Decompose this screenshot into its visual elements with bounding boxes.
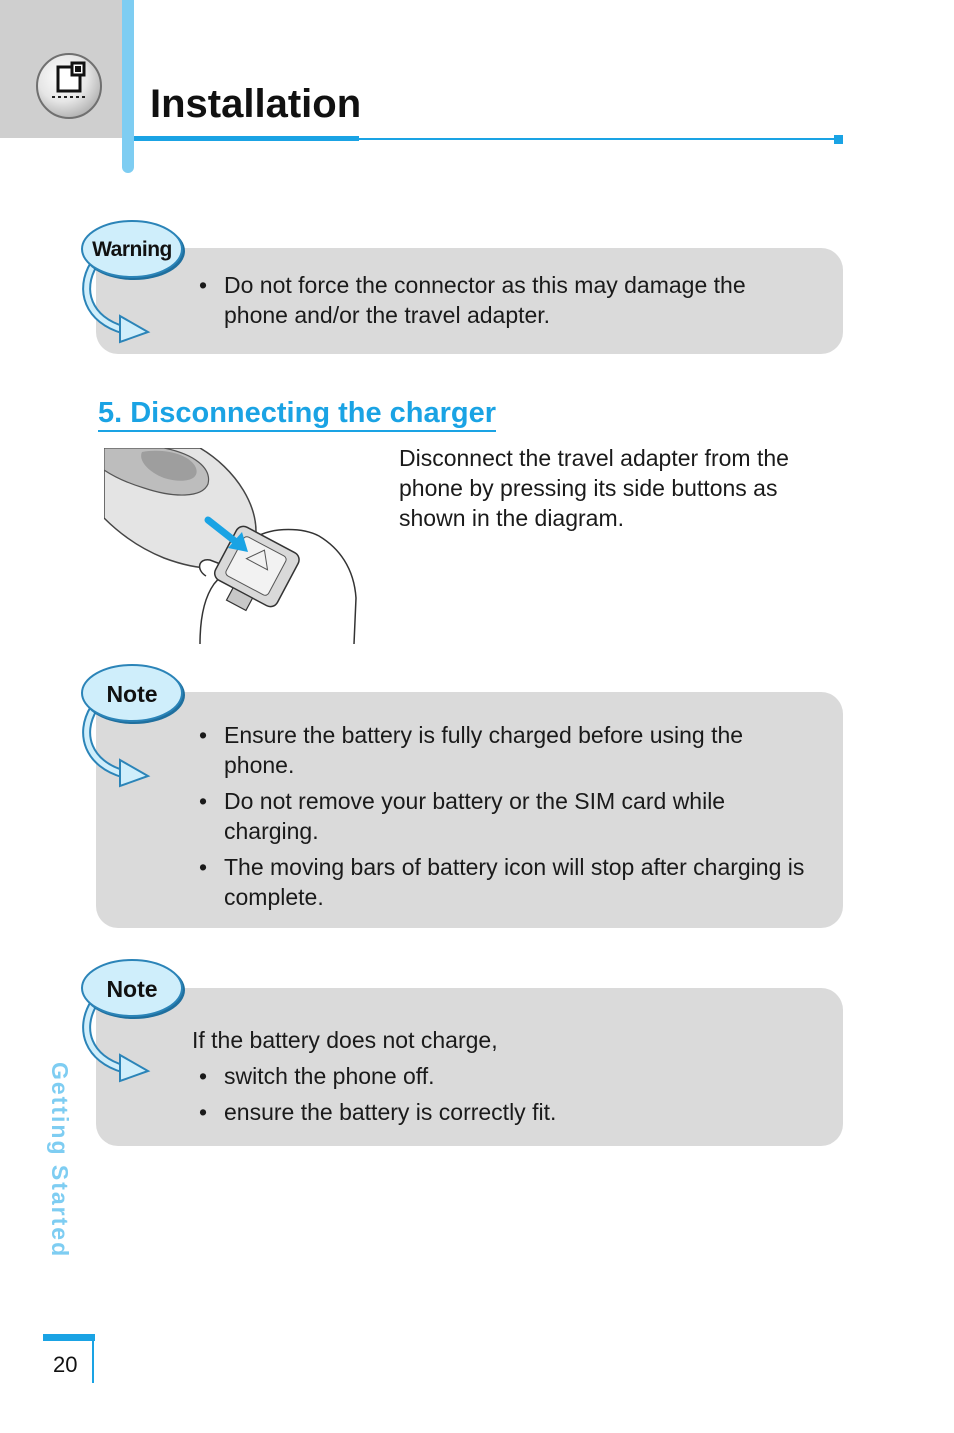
note-list <box>196 1061 806 1133</box>
list-item: • switch the phone off. <box>196 1061 806 1091</box>
header-accent-bar <box>122 0 134 173</box>
list-item: • Do not remove your battery or the SIM card while charging. <box>196 786 806 846</box>
title-rule-thin <box>359 138 835 140</box>
phone-logo-icon <box>36 53 102 119</box>
section-body-text: Disconnect the travel adapter from the phone by pressing its side buttons as shown in the diagram. <box>399 445 789 531</box>
warning-list <box>196 270 806 336</box>
title-rule <box>134 136 359 141</box>
section-heading: 5. Disconnecting the charger <box>98 396 496 432</box>
note-badge-label: Note <box>106 976 158 1002</box>
note-badge <box>80 959 188 1023</box>
note-intro-text: If the battery does not charge, <box>192 1027 498 1053</box>
note-badge-label: Note <box>106 681 158 707</box>
list-item: • The moving bars of battery icon will stop after charging is complete. <box>196 852 806 912</box>
warning-badge <box>80 220 188 284</box>
note-list <box>196 720 806 918</box>
list-item: • Do not force the connector as this may damage the phone and/or the travel adapter. <box>196 270 806 330</box>
list-item: • ensure the battery is correctly fit. <box>196 1097 806 1127</box>
footer-accent-bar <box>43 1334 95 1341</box>
charger-disconnect-illustration <box>104 448 360 644</box>
note-badge <box>80 664 188 728</box>
chapter-side-label: Getting Started <box>47 1062 73 1259</box>
page-title: Installation <box>150 82 362 126</box>
page-number: 20 <box>53 1352 78 1377</box>
title-rule-end-marker <box>834 135 843 144</box>
warning-badge-label: Warning <box>92 238 172 261</box>
list-item: • Ensure the battery is fully charged before using the phone. <box>196 720 806 780</box>
footer-divider <box>92 1341 94 1383</box>
